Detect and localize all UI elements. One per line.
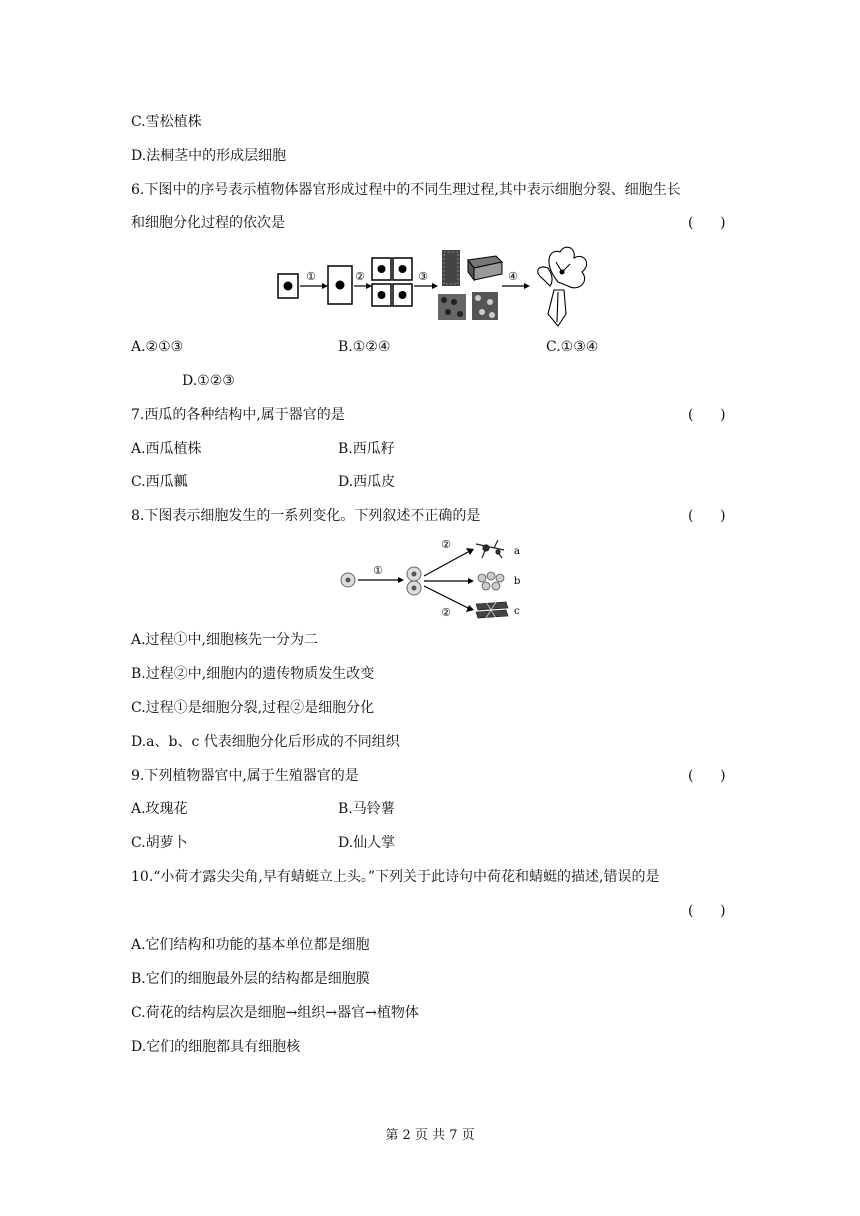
q8-label-c: c [514,606,520,617]
q10-option-a: A.它们结构和功能的基本单位都是细胞 [131,937,370,953]
q8-answer-paren: ( ) [688,508,726,524]
q6-option-a: A.②①③ [131,339,184,355]
q6-label-3: ③ [418,270,428,283]
q8-figure [336,536,536,620]
tissue-group [438,250,502,320]
q9-stem: 9.下列植物器官中,属于生殖器官的是 [131,768,359,784]
q8-option-b: B.过程②中,细胞内的遗传物质发生改变 [131,666,375,682]
q6-stem-line1: 6.下图中的序号表示植物体器官形成过程中的不同生理过程,其中表示细胞分裂、细胞生长 [131,182,681,198]
q9-option-c: C.胡萝卜 [131,835,188,851]
q7-answer-paren: ( ) [688,407,726,423]
q8-label-a: a [514,546,520,557]
q10-answer-paren: ( ) [688,903,726,919]
q6-option-d: D.①②③ [182,373,235,389]
q7-option-d: D.西瓜皮 [338,474,396,490]
q6-label-1: ① [306,270,316,283]
q7-option-c: C.西瓜瓤 [131,474,188,490]
q6-label-2: ② [355,270,365,283]
q8-option-c: C.过程①是细胞分裂,过程②是细胞分化 [131,700,375,716]
q7-option-b: B.西瓜籽 [338,441,395,457]
q5-option-d: D.法桐茎中的形成层细胞 [131,148,287,164]
q6-stem-line2: 和细胞分化过程的依次是 [131,215,285,231]
q10-option-d: D.它们的细胞都具有细胞核 [131,1039,301,1055]
q8-label-2-lower: ② [441,606,451,619]
q7-option-a: A.西瓜植株 [131,441,202,457]
q6-answer-paren: ( ) [688,215,726,231]
q10-option-c: C.荷花的结构层次是细胞→组织→器官→植物体 [131,1005,419,1021]
q10-stem: 10.“小荷才露尖尖角,早有蜻蜓立上头。”下列关于此诗句中荷花和蜻蜓的描述,错误的是 [131,869,660,885]
q5-option-c: C.雪松植株 [131,114,202,130]
q9-answer-paren: ( ) [688,768,726,784]
q6-label-4: ④ [508,270,518,283]
q9-option-b: B.马铃薯 [338,801,395,817]
q9-option-a: A.玫瑰花 [131,801,188,817]
q8-stem: 8.下图表示细胞发生的一系列变化。下列叙述不正确的是 [131,508,481,524]
q10-option-b: B.它们的细胞最外层的结构都是细胞膜 [131,971,370,987]
q8-option-d: D.a、b、c 代表细胞分化后形成的不同组织 [131,734,400,750]
q6-option-b: B.①②④ [338,339,391,355]
q8-label-1: ① [373,564,383,577]
page-footer: 第 2 页 共 7 页 [385,1128,475,1143]
q8-label-b: b [514,576,521,587]
q6-option-c: C.①③④ [546,339,599,355]
q8-label-2-upper: ② [441,538,451,551]
q8-option-a: A.过程①中,细胞核先一分为二 [131,632,319,648]
q9-option-d: D.仙人掌 [338,835,396,851]
q7-stem: 7.西瓜的各种结构中,属于器官的是 [131,407,345,423]
flower-icon [538,247,587,326]
q6-figure [272,242,592,328]
